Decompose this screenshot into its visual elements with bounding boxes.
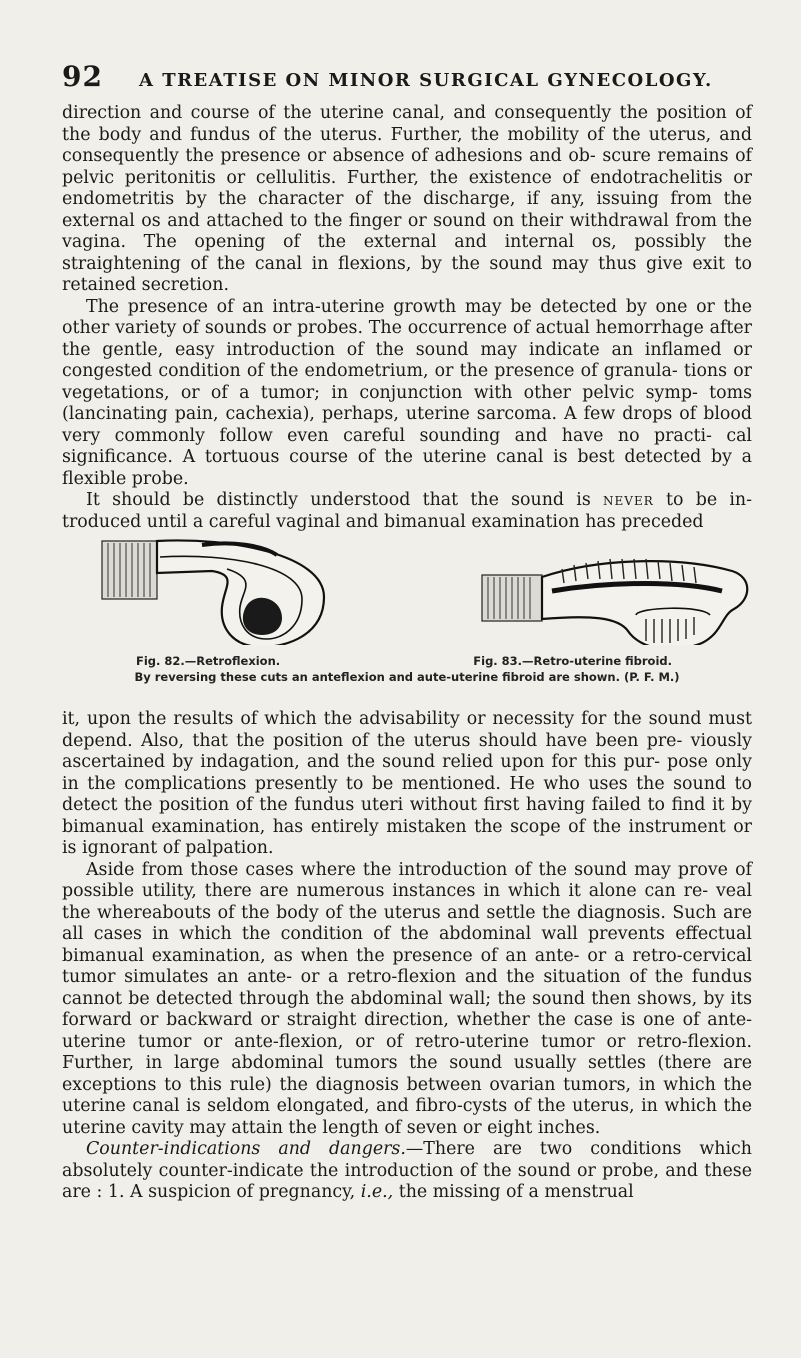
figure-note: By reversing these cuts an anteflexion and aute-uterine fibroid are shown. (P. F. M.) <box>134 670 680 684</box>
bottom-text-block <box>62 709 752 1204</box>
counter-indications-heading: Counter-indications and dangers. <box>86 1139 406 1159</box>
never-before: It should be distinctly understood that the sound is <box>86 490 604 510</box>
paragraph-aside: Aside from those cases where the introduction of the sound may prove of possible utility, there are numerous instances in which it alone can re- veal the whereabouts of the body of the uterus and settle the diagnosis. Such are all cases in which the condition of the abdominal wall prevents effectual bimanual examination, as when the presence of an ante- or a retro-cervical tumor simulates an ante- or a retro-flexion and the situation of the fundus cannot be detected through the abdominal wall; the sound then shows, by its forward or backward or straight direction, whether the case is one of ante-uterine tumor or ante-flexion, or of retro-uterine tumor or retro-flexion. Further, in large abdominal tumors the sound usually settles (there are exceptions to this rule) the diagnosis between ovarian tumors, in which the uterine canal is seldom elongated, and fibro-cysts of the uterus, in which the uterine cavity may attain the length of seven or eight inches. <box>62 859 752 1138</box>
counter-indications-text: —There are two conditions which absolutely counter-indicate the introduction of the sound or probe, and these are : 1. A suspicion of pregnancy, <box>62 1139 752 1202</box>
fig82-caption: Fig. 82.—Retroflexion. <box>136 654 281 668</box>
figure-captions <box>62 654 752 684</box>
running-title: A TREATISE ON MINOR SURGICAL GYNECOLOGY. <box>138 70 713 91</box>
paragraph-counter-indications <box>62 1139 752 1204</box>
paragraph-never <box>62 490 752 533</box>
never-emphasis: never <box>603 490 654 510</box>
caption-row <box>62 654 752 668</box>
top-text-block <box>62 103 752 533</box>
page-header <box>62 60 752 93</box>
paragraph-intra-uterine: The presence of an intra-uterine growth may be detected by one or the other variety of sounds or probes. The occurrence of actual hemorrhage after the gentle, easy introduction of the sound may indicate an inflamed or congested condition of the endometrium, or the presence of granula- tions or vegetations, or of a tumor; in conjunction with other pelvic symp- toms (lancinating pain, cachexia), perhaps, uterine sarcoma. A few drops of blood very commonly follow even careful sounding and have no practi- cal significance. A tortuous course of the uterine canal is best detected by a flexible probe. <box>62 296 752 489</box>
page-number: 92 <box>62 60 103 93</box>
fig83-caption: Fig. 83.—Retro-uterine fibroid. <box>473 654 672 668</box>
fig83-retro-uterine-fibroid-drawing <box>482 559 747 645</box>
ie-abbrev: i.e., <box>360 1182 394 1202</box>
never-after: to be in- troduced until a careful vaginal and bimanual examination has preceded <box>62 490 752 532</box>
figures-illustration <box>62 535 752 645</box>
fig82-retroflexion-drawing <box>102 540 324 645</box>
paragraph-results: it, upon the results of which the advisability or necessity for the sound must depend. Also, that the position of the uterus should have been pre- viously ascertained by indagation, and the sound relied upon for this pur- pose only in the complications presently to be mentioned. He who uses the sound to detect the position of the fundus uteri without first having failed to find it by bimanual examination, has entirely mistaken the scope of the instrument or is ignorant of palpation. <box>62 709 752 858</box>
paragraph-continued: direction and course of the uterine canal, and consequently the position of the body and fundus of the uterus. Further, the mobility of the uterus, and consequently the presence or absence of adhesions and ob- scure remains of pelvic peritonitis or cellulitis. Further, the existence of endotrachelitis or endometritis by the character of the discharge, if any, issuing from the external os and attached to the finger or sound on their withdrawal from the vagina. The opening of the external and internal os, possibly the straightening of the canal in flexions, by the sound may thus give exit to retained secretion. <box>62 103 752 295</box>
counter-indications-end: the missing of a menstrual <box>393 1182 634 1202</box>
